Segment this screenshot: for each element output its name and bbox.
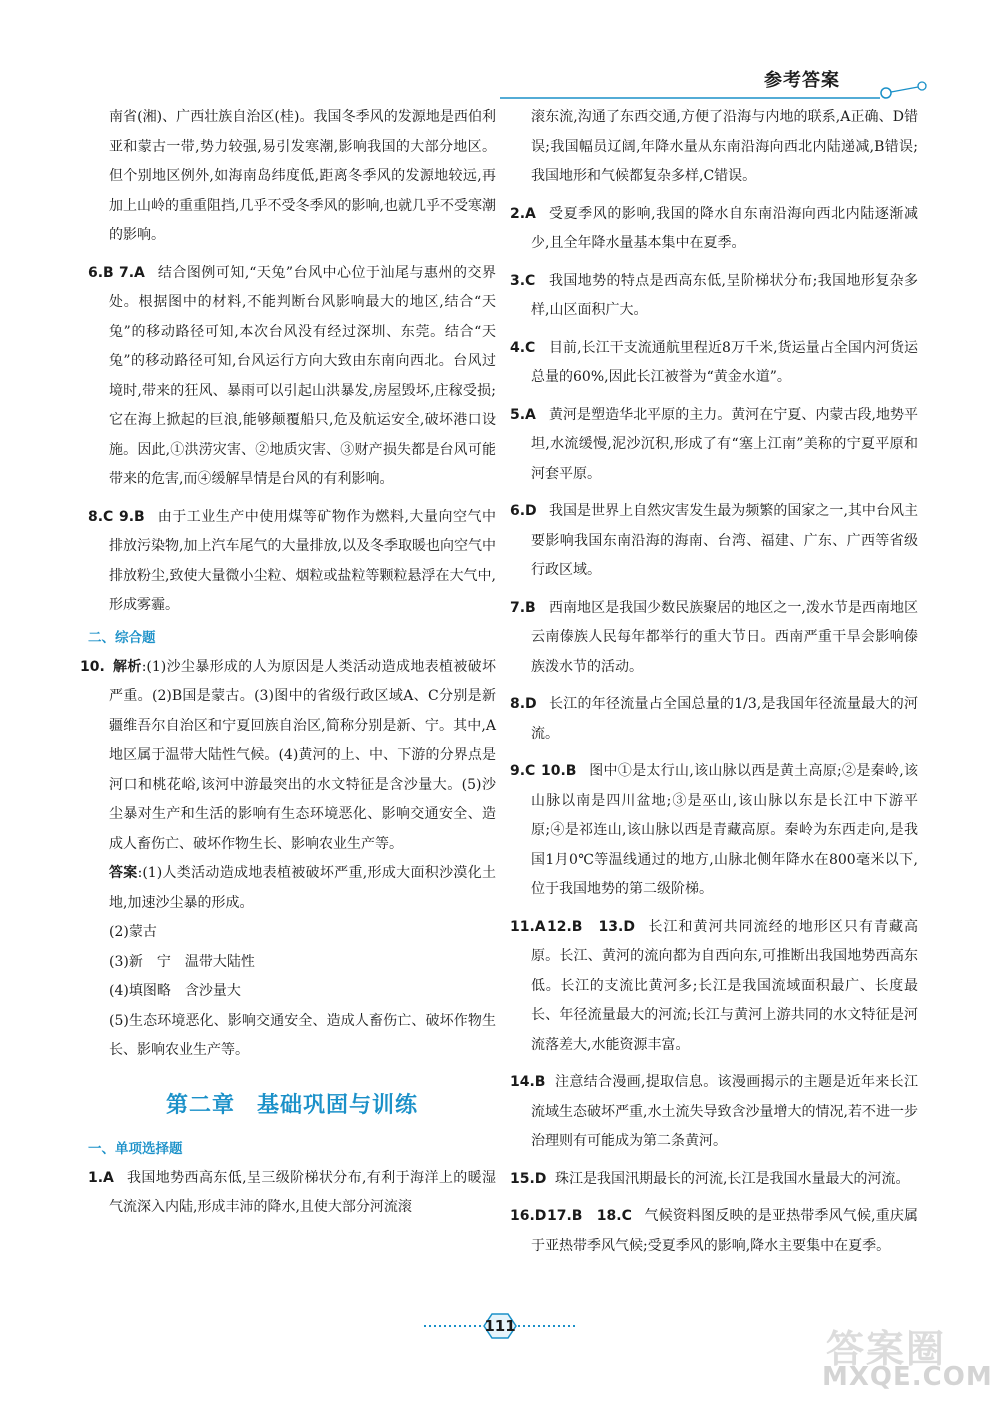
answer-text: 黄河是塑造华北平原的主力。黄河在宁夏、内蒙古段,地势平坦,水流缓慢,泥沙沉积,形成了有“塞上江南”美称的宁夏平原和河套平原。 <box>531 406 918 482</box>
answer-block <box>88 103 496 251</box>
answer-block <box>88 1164 496 1223</box>
page-number-badge <box>420 1308 580 1344</box>
question-number: 14.B <box>510 1074 546 1090</box>
answer-text: 我国地势的特点是西高东低,呈阶梯状分布;我国地形复杂多样,山区面积广大。 <box>531 272 918 318</box>
answer-block <box>510 200 918 259</box>
answer-item: (5)生态环境恶化、影响交通安全、造成人畜伤亡、破坏作物生长、影响农业生产等。 <box>109 1012 496 1058</box>
question-number: 7.B <box>510 599 536 616</box>
question-number: 4.C <box>510 339 536 356</box>
question-number: 17.B 18.C <box>547 1208 632 1224</box>
answer-block <box>510 497 918 586</box>
answer-block <box>510 267 918 326</box>
answer-item: (3)新 宁 温带大陆性 <box>109 953 255 970</box>
question-number: 2.A <box>510 205 536 222</box>
answer-text: 受夏季风的影响,我国的降水自东南沿海向西北内陆逐渐减少,且全年降水量基本集中在夏季。 <box>531 205 918 251</box>
analysis-label: 解析 <box>113 658 142 675</box>
answer-block <box>510 1165 918 1195</box>
answer-block <box>80 653 497 860</box>
answer-block <box>88 859 496 918</box>
question-number: 8.C <box>88 508 114 525</box>
answer-text: 长江和黄河共同流经的地形区只有青藏高原。长江、黄河的流向都为自西向东,可推断出我国地势西高东低。长江的支流比黄河多;长江是我国流域面积最广、长度最长、年径流量最大的河流;长江与黄河上游共同的水文特征是河流落差大,水能资源丰富。 <box>531 918 918 1053</box>
answer-text: 滚东流,沟通了东西交通,方便了沿海与内地的联系,A正确、D错误;我国幅员辽阔,年降水量从东南沿海向西北内陆递减,B错误;我国地形和气候都复杂多样,C错误。 <box>531 109 918 184</box>
question-number: 1.A <box>88 1169 114 1186</box>
answer-text: 长江的年径流量占全国总量的1/3,是我国年径流量最大的河流。 <box>531 696 918 742</box>
section-heading: 二、综合题 <box>88 629 156 646</box>
question-number: 9.C <box>510 763 536 779</box>
answer-text: 我国地势西高东低,呈三级阶梯状分布,有利于海洋上的暖湿气流深入内陆,形成丰沛的降水,且使大部分河流滚 <box>109 1169 496 1215</box>
answer-block <box>510 1202 918 1261</box>
section-heading: 一、单项选择题 <box>88 1140 183 1157</box>
answer-text: 结合图例可知,“天兔”台风中心位于汕尾与惠州的交界处。根据图中的材料,不能判断台风影响最大的地区,结合“天兔”的移动路径可知,本次台风没有经过深圳、东莞。结合“天兔”的移动路径可知,台风运行方向大致由东南向西北。台风过境时,带来的狂风、暴雨可以引起山洪暴发,房屋毁坏,庄稼受损;它在海上掀起的巨浪,能够颠覆船只,危及航运安全,破坏港口设施。因此,①洪涝灾害、②地质灾害、③财产损失都是台风可能带来的危害,而④缓解旱情是台风的有利影响。 <box>109 264 497 487</box>
answer-text: 我国是世界上自然灾害发生最为频繁的国家之一,其中台风主要影响我国东南沿海的海南、台湾、福建、广东、广西等省级行政区域。 <box>531 503 918 578</box>
question-number: 6.D <box>510 503 537 519</box>
question-number: 15.D <box>510 1170 547 1187</box>
answer-block <box>510 757 918 905</box>
question-number: 9.B <box>119 508 145 525</box>
question-number: 16.D <box>510 1208 547 1224</box>
answer-block <box>88 259 496 495</box>
answer-block <box>510 594 918 683</box>
answer-text: 图中①是太行山,该山脉以西是黄土高原;②是秦岭,该山脉以南是四川盆地;③是巫山,该山脉以东是长江中下游平原;④是祁连山,该山脉以西是青藏高原。秦岭为东西走向,是我国1月0℃等温线通过的地方,山脉北侧年降水在800毫米以下,位于我国地势的第二级阶梯。 <box>531 763 918 897</box>
answer-block <box>510 103 918 192</box>
answer-block <box>510 913 918 1061</box>
answer-item: (2)蒙古 <box>109 924 157 940</box>
answer-text: 注意结合漫画,提取信息。该漫画揭示的主题是近年来长江流域生态破坏严重,水土流失导致含沙量增大的情况,若不进一步治理则有可能成为第二条黄河。 <box>531 1074 918 1149</box>
question-number: 12.B 13.D <box>547 918 635 935</box>
answer-label: 答案 <box>109 865 138 881</box>
answer-block <box>510 401 918 490</box>
answer-text: :(1)人类活动造成地表植被破坏严重,形成大面积沙漠化土地,加速沙尘暴的形成。 <box>109 865 497 911</box>
watermark-logo <box>808 1318 993 1394</box>
watermark-url: MXQE.COM <box>822 1362 993 1392</box>
answer-block <box>510 1068 918 1157</box>
answer-text: 西南地区是我国少数民族聚居的地区之一,泼水节是西南地区云南傣族人民每年都举行的重大节日。西南严重干旱会影响傣族泼水节的活动。 <box>531 599 918 675</box>
chapter-name: 基础巩固与训练 <box>257 1091 419 1118</box>
answer-text: 珠江是我国汛期最长的河流,长江是我国水量最大的河流。 <box>555 1170 910 1187</box>
question-number: 10. <box>80 658 105 675</box>
header-rule <box>0 0 1000 110</box>
question-number: 7.A <box>119 264 145 281</box>
header-title: 参考答案 <box>764 70 840 91</box>
answer-text: 由于工业生产中使用煤等矿物作为燃料,大量向空气中排放污染物,加上汽车尾气的大量排放,以及冬季取暖也向空气中排放粉尘,致使大量微小尘粒、烟粒或盐粒等颗粒悬浮在大气中,形成雾霾。 <box>109 508 496 613</box>
answer-block <box>510 690 918 749</box>
question-number: 10.B <box>541 763 577 779</box>
question-number: 6.B <box>88 264 114 281</box>
chapter-number: 第二章 <box>165 1091 235 1118</box>
question-number: 8.D <box>510 696 537 712</box>
chapter-title <box>88 1088 496 1122</box>
answer-text: 气候资料图反映的是亚热带季风气候,重庆属于亚热带季风气候;受夏季风的影响,降水主要集中在夏季。 <box>531 1208 919 1254</box>
answer-text: 目前,长江干支流通航里程近8万千米,货运量占全国内河货运总量的60%,因此长江被誉为“黄金水道”。 <box>531 339 918 385</box>
page-number: 111 <box>484 1317 516 1335</box>
answer-block <box>88 503 496 621</box>
right-column <box>510 103 918 1261</box>
answer-item: (4)填图略 含沙量大 <box>109 983 241 999</box>
question-number: 5.A <box>510 406 536 423</box>
question-number: 11.A <box>510 918 546 935</box>
watermark-text: 答案圈 <box>826 1327 947 1371</box>
analysis-text: :(1)沙尘暴形成的人为原因是人类活动造成地表植被破坏严重。(2)B国是蒙古。(3)图中的省级行政区域A、C分别是新疆维吾尔自治区和宁夏回族自治区,简称分别是新、宁。其中,A地区属于温带大陆性气候。(4)黄河的上、中、下游的分界点是河口和桃花峪,该河中游最突出的水文特征是含沙量大。(5)沙尘暴对生产和生活的影响有生态环境恶化、影响交通安全、造成人畜伤亡、破坏作物生长、影响农业生产等。 <box>109 658 497 852</box>
question-number: 3.C <box>510 272 536 289</box>
left-column <box>80 103 497 1223</box>
answer-block <box>510 334 918 393</box>
answer-text: 南省(湘)、广西壮族自治区(桂)。我国冬季风的发源地是西伯利亚和蒙古一带,势力较强,易引发寒潮,影响我国的大部分地区。但个别地区例外,如海南岛纬度低,距离冬季风的发源地较远,再加上山岭的重重阻挡,几乎不受冬季风的影响,也就几乎不受寒潮的影响。 <box>109 109 496 243</box>
